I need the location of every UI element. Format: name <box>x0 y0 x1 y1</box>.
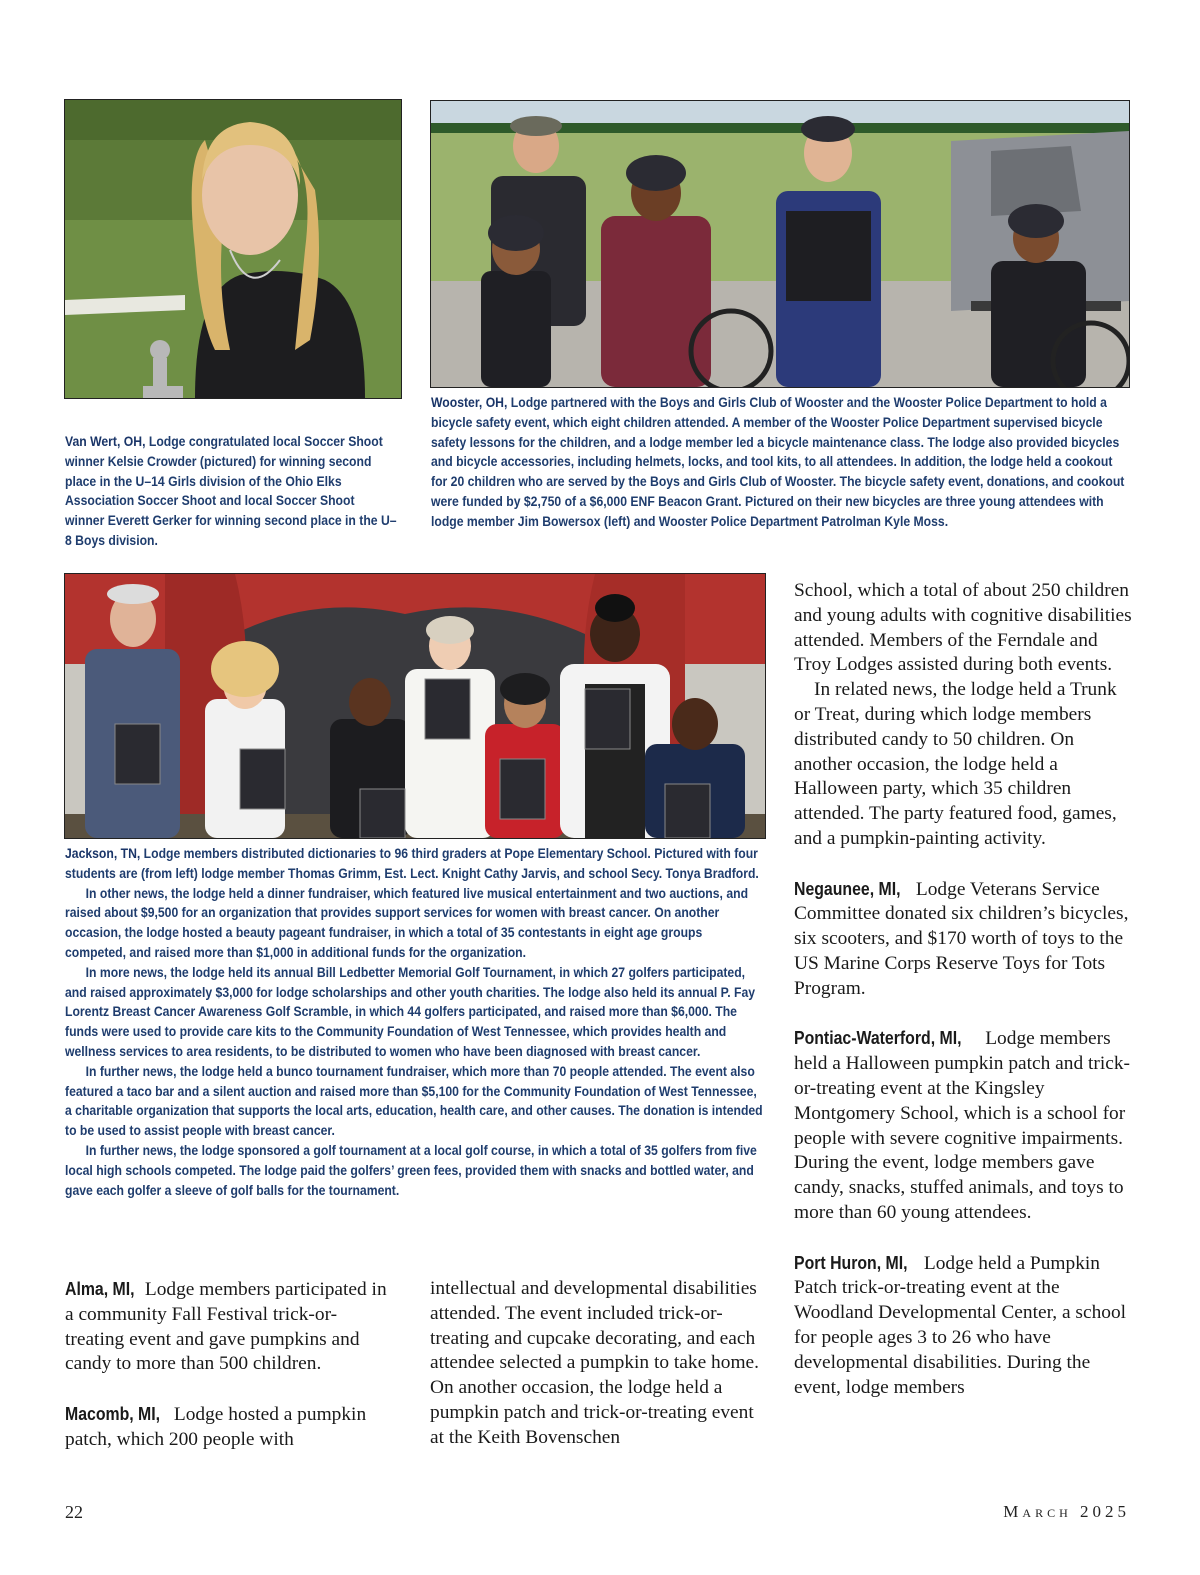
location-macomb: Macomb, MI, <box>65 1403 161 1424</box>
location-port-huron: Port Huron, MI, <box>794 1252 908 1273</box>
location-pontiac-waterford: Pontiac-Waterford, MI, <box>794 1028 962 1049</box>
alma-text: Lodge members participated in a community Fall Festival trick-or-treating event and gave pumpkins and candy to more than 500 children. <box>65 1279 387 1375</box>
related-news: In related news, the lodge held a Trunk or Treat, during which lodge members distributed candy to 50 children. On another occasion, the lodge held a Halloween party, which 35 children attended. The party featured food, games, and a pumpkin-painting activity. <box>794 679 1117 849</box>
caption-paragraph: In further news, the lodge sponsored a golf tournament at a local golf course, in which a total of 35 golfers from five local high schools competed. The lodge paid the golfers’ green fees, provided them with snacks and bottled water, and gave each golfer a sleeve of golf balls for the tournament. <box>65 1142 757 1199</box>
caption-location: Van Wert, OH, <box>65 434 146 450</box>
photo-jackson <box>64 573 766 839</box>
caption-text: Lodge partnered with the Boys and Girls Club of Wooster and the Wooster Police Department to hold a bicycle safety event, which eight children attended. A member of the Wooster Police Department supervised bicycle safety lessons for the children, and a lodge member led a bicycle maintenance class. The lodge also provided bicycles and bicycle accessories, including helmets, locks, and tool kits, to all attendees. In addition, the lodge held a cookout for 20 children who are served by the Boys and Girls Club of Wooster. The bicycle safety event, donations, and cookout were funded by $2,750 of a $6,000 ENF Beacon Grant. Pictured on their new bicycles are three young attendees with lodge member Jim Bowersox (left) and Wooster Police Department Patrolman Kyle Moss. <box>431 395 1125 530</box>
caption-paragraph: In further news, the lodge held a bunco tournament fundraiser, which more than 70 people attended. The event also featured a taco bar and a silent auction and raised more than $5,100 for the Community Foundation of West Tennessee, a charitable organization that supports the local arts, education, health care, and other causes. The donation is intended to be used to assist people with breast cancer. <box>65 1063 763 1140</box>
location-alma: Alma, MI, <box>65 1279 135 1299</box>
caption-van-wert <box>65 433 397 552</box>
caption-text: Lodge congratulated local Soccer Shoot winner Kelsie Crowder (pictured) for winning second place in the U–14 Girls division of the Ohio Elks Association Soccer Shoot and local Soccer Shoot winner Everett Gerker for winning second place in the U–8 Boys division. <box>65 434 397 549</box>
caption-jackson <box>65 845 765 1201</box>
photo-van-wert <box>64 99 402 399</box>
body-column-3 <box>794 579 1134 1400</box>
negaunee-text: Lodge Veterans Service Committee donated six children’s bicycles, six scooters, and $170 worth of toys to the US Marine Corps Reserve Toys for Tots Program. <box>794 878 1129 999</box>
port-huron-text: Lodge held a Pumpkin Patch trick-or-treating event at the Woodland Developmental Center, a school for people ages 3 to 26 who have developmental disabilities. During the event, lodge members <box>794 1252 1127 1398</box>
caption-location: Wooster, OH, <box>431 395 508 411</box>
caption-location: Jackson, TN, <box>65 846 141 862</box>
pontiac-text: Lodge members held a Halloween pumpkin patch and trick-or-treating event at the Kingsley Montgomery School, which is a school for people with severe cognitive impairments. During the event, lodge members gave candy, snacks, stuffed animals, and toys to more than 60 young attendees. <box>794 1028 1130 1223</box>
page-number: 22 <box>65 1502 83 1522</box>
caption-text: Lodge members distributed dictionaries to 96 third graders at Pope Elementary School. Pictured with four students are (from left) lodge member Thomas Grimm, Est. Lect. Knight Cathy Jarvis, and school Secy. Tonya Bradford. <box>65 846 759 882</box>
photo-wooster <box>430 100 1130 388</box>
body-column-2 <box>430 1277 760 1451</box>
issue-date: March 2025 <box>1003 1502 1130 1521</box>
caption-paragraph: In more news, the lodge held its annual Bill Ledbetter Memorial Golf Tournament, in which 27 golfers participated, and raised approximately $3,000 for lodge scholarships and other youth charities. The lodge also held its annual P. Fay Lorentz Breast Cancer Awareness Golf Scramble, in which 44 golfers participated, and raised more than $6,000. The funds were used to provide care kits to the Community Foundation of West Tennessee, which provides health and wellness services to area residents, to be distributed to women who have been diagnosed with breast cancer. <box>65 964 756 1060</box>
caption-paragraph: In other news, the lodge held a dinner fundraiser, which featured live musical entertainment and two auctions, and raised about $9,500 for an organization that provides support services for women with breast cancer. On another occasion, the lodge hosted a beauty pageant fundraiser, in which a total of 35 contestants in eight age groups competed, and raised more than $1,000 in additional funds for the organization. <box>65 885 749 961</box>
keith-bovenschen-continued: School, which a total of about 250 children and young adults with cognitive disabilities attended. Members of the Ferndale and Troy Lodges assisted during both events. <box>794 580 1132 676</box>
caption-wooster <box>431 394 1129 533</box>
body-column-1 <box>65 1277 390 1453</box>
column-2-text: intellectual and developmental disabilities attended. The event included trick-or-treating and cupcake decorating, and each attendee selected a pumpkin to take home. On another occasion, the lodge held a pumpkin patch and trick-or-treating event at the Keith Bovenschen <box>430 1278 759 1448</box>
location-negaunee: Negaunee, MI, <box>794 878 901 899</box>
macomb-text: Lodge hosted a pumpkin patch, which 200 people with <box>65 1403 367 1450</box>
